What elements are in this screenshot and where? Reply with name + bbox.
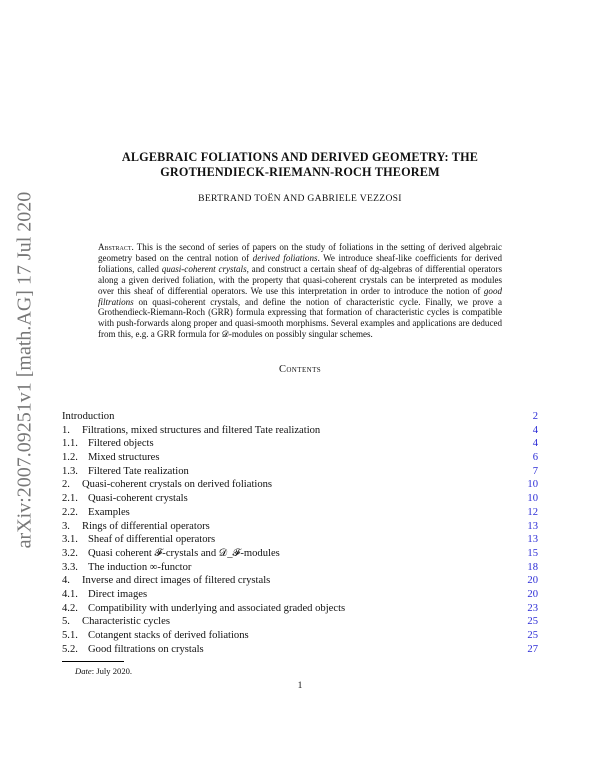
- toc-entry-title: Filtered objects: [88, 438, 154, 450]
- toc-entry[interactable]: [62, 425, 538, 439]
- toc-entry-title: Quasi coherent 𝓕-crystals and 𝒟_𝓕-modules: [88, 547, 280, 559]
- toc-entry-number: 3.2.: [62, 547, 78, 559]
- toc-entry-title: The induction ∞-functor: [88, 561, 192, 573]
- title-line-2: GROTHENDIECK-RIEMANN-ROCH THEOREM: [160, 165, 440, 179]
- toc-entry-page-link[interactable]: 2: [532, 411, 538, 422]
- toc-entry-page-link[interactable]: 4: [532, 424, 538, 436]
- toc-entry-number: 1.: [62, 424, 70, 436]
- toc-entry-page-link[interactable]: 12: [527, 506, 538, 518]
- toc-entry-number: 4.1.: [62, 588, 78, 600]
- footnote-label: Date: [75, 666, 92, 676]
- toc-entry[interactable]: [62, 589, 538, 603]
- toc-entry-number: 5.2.: [62, 643, 78, 655]
- toc-entry-number: 2.: [62, 479, 70, 491]
- toc-entry-title: Characteristic cycles: [82, 616, 170, 628]
- toc-entry-title: Rings of differential operators: [82, 520, 210, 532]
- abstract-em-2: quasi-coherent crystals: [161, 263, 247, 274]
- toc-entry-page-link[interactable]: 20: [527, 588, 538, 600]
- toc-entry[interactable]: [62, 534, 538, 548]
- toc-entry-number: 1.2.: [62, 452, 78, 464]
- toc-entry-title: Introduction: [62, 411, 115, 422]
- toc-entry-page-link[interactable]: 15: [527, 547, 538, 559]
- toc-entry-number: 2.1.: [62, 493, 78, 505]
- footnote-text: : July 2020.: [91, 666, 133, 676]
- toc-entry-title: Inverse and direct images of filtered crystals: [82, 575, 271, 587]
- authors: BERTRAND TOËN AND GABRIELE VEZZOSI: [198, 193, 402, 204]
- toc-entry-title: Examples: [88, 506, 130, 518]
- toc-entry-page-link[interactable]: 7: [532, 465, 538, 477]
- toc-entry-title: Good filtrations on crystals: [88, 643, 204, 655]
- toc-entry-title: Compatibility with underlying and associated graded objects: [88, 602, 346, 614]
- toc-entry[interactable]: [62, 603, 538, 617]
- abstract-text-3: , and construct a certain sheaf of dg-algebras of differential operators along a given derived foliation, with the property that quasi-coherent crystals can be interpreted as modules over this sheaf of differential operators. We use this interpretation in order to introduce the notion of: [98, 263, 502, 296]
- toc-entry[interactable]: [62, 630, 538, 644]
- toc-entry[interactable]: [62, 452, 538, 466]
- abstract: [98, 242, 502, 340]
- toc-entry-page-link[interactable]: 10: [527, 493, 538, 505]
- toc-entry[interactable]: [62, 493, 538, 507]
- toc-entry-page-link[interactable]: 23: [527, 602, 538, 614]
- paper-title: [80, 150, 520, 180]
- toc-entry-title: Filtrations, mixed structures and filtered Tate realization: [82, 424, 321, 436]
- arxiv-identifier: arXiv:2007.09251v1 [math.AG] 17 Jul 2020: [13, 191, 36, 549]
- toc-entry-title: Filtered Tate realization: [88, 465, 189, 477]
- toc-entry-title: Mixed structures: [88, 452, 160, 464]
- abstract-em-1: derived foliations: [252, 252, 318, 263]
- toc-entry-number: 4.2.: [62, 602, 78, 614]
- abstract-text-2: . We introduce sheaf-like coefficients for derived foliations, called: [98, 252, 502, 274]
- title-line-1: ALGEBRAIC FOLIATIONS AND DERIVED GEOMETRY: THE: [121, 150, 479, 164]
- toc-entry-number: 1.1.: [62, 438, 78, 450]
- toc-entry-number: 3.1.: [62, 534, 78, 546]
- toc-entry[interactable]: [62, 644, 538, 658]
- toc-entry-page-link[interactable]: 18: [527, 561, 538, 573]
- table-of-contents: [62, 411, 538, 657]
- footnote: [75, 666, 132, 676]
- toc-entry[interactable]: [62, 562, 538, 576]
- toc-entry-title: Quasi-coherent crystals: [88, 493, 188, 505]
- toc-entry-number: 3.3.: [62, 561, 78, 573]
- toc-entry-number: 2.2.: [62, 506, 78, 518]
- toc-entry[interactable]: [62, 575, 538, 589]
- toc-entry[interactable]: [62, 438, 538, 452]
- toc-entry[interactable]: [62, 466, 538, 480]
- page-number: 1: [297, 681, 303, 691]
- toc-entry-number: 3.: [62, 520, 70, 532]
- toc-entry-page-link[interactable]: 25: [527, 630, 538, 641]
- toc-entry[interactable]: [62, 507, 538, 521]
- toc-entry-page-link[interactable]: 6: [532, 452, 538, 464]
- toc-entry-title: Cotangent stacks of derived foliations: [88, 630, 249, 641]
- toc-entry-page-link[interactable]: 13: [527, 534, 538, 546]
- toc-entry-page-link[interactable]: 10: [527, 479, 538, 491]
- toc-entry-number: 1.3.: [62, 465, 78, 477]
- toc-entry-page-link[interactable]: 13: [527, 520, 538, 532]
- contents-heading: Contents: [278, 364, 322, 375]
- toc-entry-page-link[interactable]: 25: [527, 616, 538, 628]
- toc-entry-title: Sheaf of differential operators: [88, 534, 216, 546]
- toc-entry-title: Direct images: [88, 588, 148, 600]
- abstract-label: Abstract.: [98, 242, 134, 252]
- abstract-em-3: good filtrations: [98, 285, 502, 307]
- toc-entry-number: 4.: [62, 575, 70, 587]
- toc-entry-title: Quasi-coherent crystals on derived foliations: [82, 479, 273, 491]
- arxiv-sidebar: [8, 170, 42, 570]
- footnote-rule: [62, 661, 124, 662]
- abstract-text-1: This is the second of series of papers on the study of foliations in the setting of derived algebraic geometry based on the central notion of: [98, 242, 502, 263]
- toc-entry-number: 5.: [62, 616, 70, 628]
- toc-entry[interactable]: [62, 616, 538, 630]
- toc-entry[interactable]: [62, 479, 538, 493]
- toc-entry-page-link[interactable]: 4: [532, 438, 538, 450]
- toc-entry-page-link[interactable]: 27: [527, 643, 538, 655]
- toc-entry[interactable]: [62, 411, 538, 425]
- abstract-text-4: on quasi-coherent crystals, and define the notion of characteristic cycle. Finally, we prove a Grothendieck-Riemann-Roch (GRR) formula expressing that formation of characteristic cycles is compatible with push-forwards along proper and quasi-smooth morphisms. Several examples and applications are deduced from this, e.g. a GRR formula for 𝒟-modules on possibly singular schemes.: [98, 296, 502, 340]
- toc-entry[interactable]: [62, 548, 538, 562]
- toc-entry-page-link[interactable]: 20: [527, 575, 538, 587]
- toc-entry-number: 5.1.: [62, 630, 78, 641]
- toc-entry[interactable]: [62, 521, 538, 535]
